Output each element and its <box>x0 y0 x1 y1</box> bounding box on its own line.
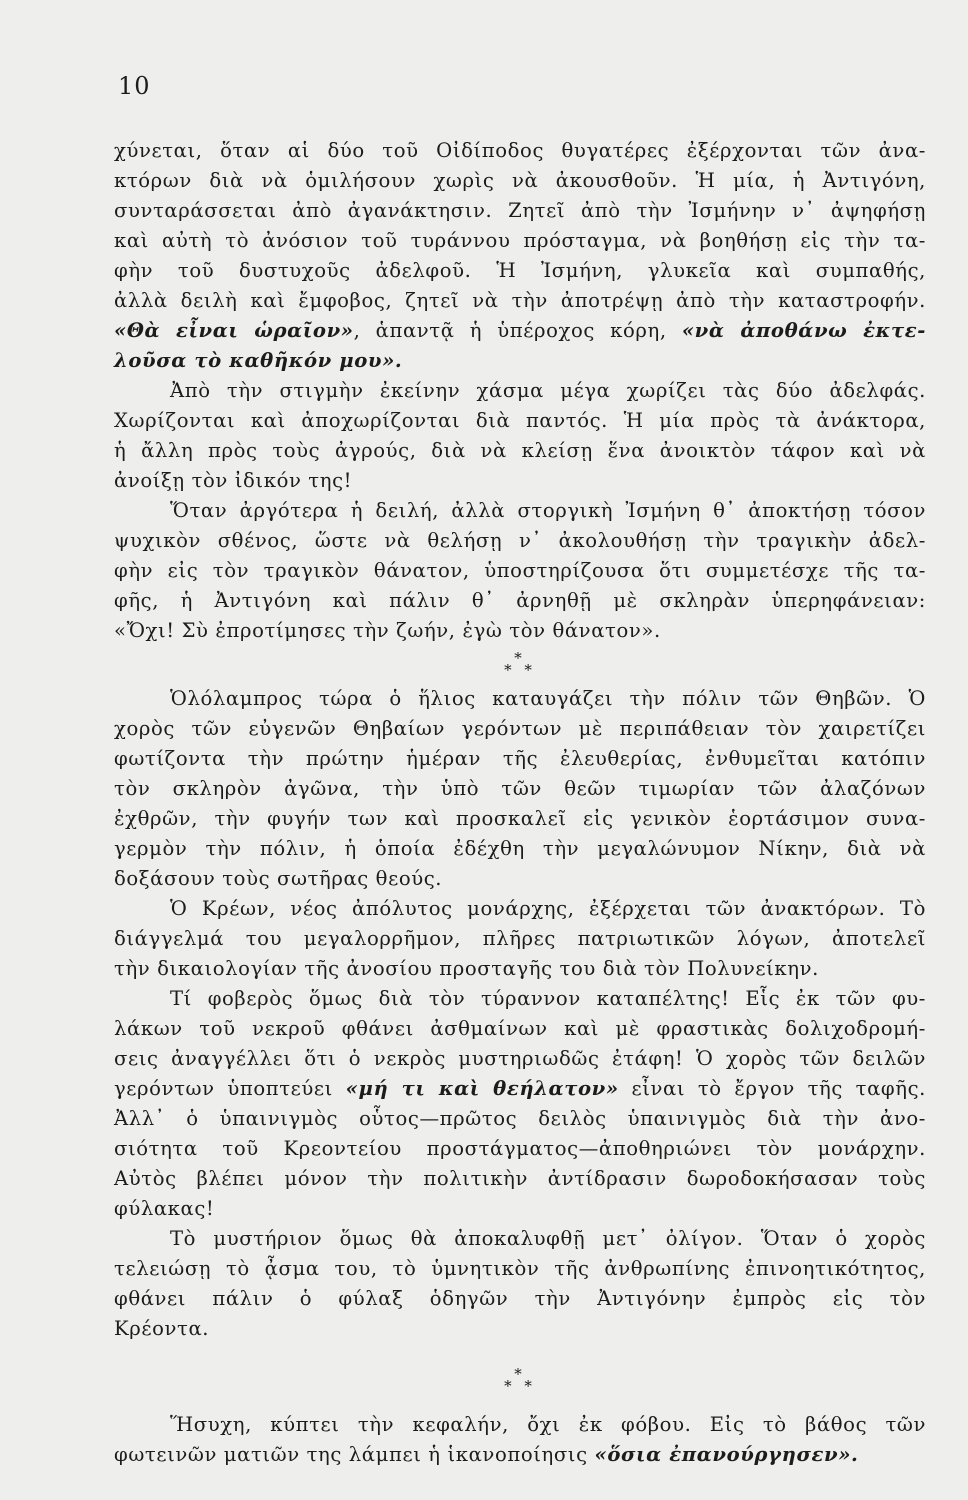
text-line: ἐχθρῶν, τὴν φυγήν των καὶ προσκαλεῖ εἰς γενικὸν ἑορτάσιμον συνα- <box>114 807 926 830</box>
text-line: τὴν δικαιολογίαν τῆς ἀνοσίου προσταγῆς του διὰ τὸν Πολυνείκην. <box>114 957 819 980</box>
text-line: καὶ αὐτὴ τὸ ἀνόσιον τοῦ τυράννου πρόσταγμα, νὰ βοηθήσῃ εἰς τὴν τα- <box>114 229 926 252</box>
text-line-emphasis <box>114 316 926 346</box>
emphasis-quote: «νὰ ἀποθάνω ἐκτε- <box>681 319 926 342</box>
text-line: κτόρων διὰ νὰ ὁμιλήσουν χωρὶς νὰ ἀκουσθοῦν. Ἡ μία, ἡ Ἀντιγόνη, <box>114 169 926 192</box>
text-line: λάκων τοῦ νεκροῦ φθάνει ἀσθμαίνων καὶ μὲ φραστικὰς δολιχοδρομή- <box>114 1017 926 1040</box>
text-line: φὴν τοῦ δυστυχοῦς ἀδελφοῦ. Ἡ Ἰσμήνη, γλυκεῖα καὶ συμπαθής, <box>114 259 926 282</box>
text-line: Ἥσυχη, κύπτει τὴν κεφαλήν, ὄχι ἐκ φόβου. Εἰς τὸ βάθος τῶν <box>170 1413 926 1436</box>
section-ornament <box>114 646 926 684</box>
text-line: χορὸς τῶν εὐγενῶν Θηβαίων γερόντων μὲ περιπάθειαν τὸν χαιρετίζει <box>114 717 926 740</box>
emphasis-quote: «Θὰ εἶναι ὡραῖον» <box>114 319 354 342</box>
text-line: «Ὄχι! Σὺ ἐπροτίμησες τὴν ζωήν, ἐγὼ τὸν θάνατον». <box>114 619 661 642</box>
text-line: λοῦσα τὸ καθῆκόν μου». <box>114 349 403 372</box>
text-line: Ἀπὸ τὴν στιγμὴν ἐκείνην χάσμα μέγα χωρίζει τὰς δύο ἀδελφάς. <box>170 379 926 402</box>
paragraph <box>114 684 926 894</box>
text-run: γερόντων ὑποπτεύει <box>114 1077 346 1100</box>
text-line: γερμὸν τὴν πόλιν, ἡ ὁποία ἐδέχθη τὴν μεγαλώνυμον Νίκην, διὰ νὰ <box>114 837 926 860</box>
emphasis-quote: «μή τι καὶ θεήλατον» <box>345 1077 619 1100</box>
text-line: Τί φοβερὸς ὅμως διὰ τὸν τύραννον καταπέλτης! Εἷς ἐκ τῶν φυ- <box>170 987 926 1010</box>
text-line: χύνεται, ὅταν αἱ δύο τοῦ Οἰδίποδος θυγατέρες ἐξέρχονται τῶν ἀνα- <box>114 139 926 162</box>
text-line: Τὸ μυστήριον ὅμως θὰ ἀποκαλυφθῇ μετ᾿ ὀλίγον. Ὅταν ὁ χορὸς <box>170 1227 926 1250</box>
text-line: διάγγελμά του μεγαλορρῆμον, πλῆρες πατριωτικῶν λόγων, ἀποτελεῖ <box>114 927 926 950</box>
text-line: τελειώσῃ τὸ ᾆσμα του, τὸ ὑμνητικὸν τῆς ἀνθρωπίνης ἐπινοητικότητος, <box>114 1257 926 1280</box>
text-line-with-emphasis <box>114 1440 926 1470</box>
emphasis-quote: «ὅσια ἐπανούργησεν». <box>594 1443 859 1466</box>
asterism: * * * <box>504 649 536 679</box>
text-line: φωτίζοντα τὴν πρώτην ἡμέραν τῆς ἐλευθερίας, ἐνθυμεῖται κατόπιν <box>114 747 926 770</box>
asterism: * * * <box>504 1365 536 1395</box>
text-line: Ὅταν ἀργότερα ἡ δειλή, ἀλλὰ στοργικὴ Ἰσμήνη θ᾿ ἀποκτήσῃ τόσον <box>170 499 926 522</box>
text-line: φῆς, ἡ Ἀντιγόνη καὶ πάλιν θ᾿ ἀρνηθῇ μὲ σκληρὰν ὑπερηφάνειαν: <box>114 589 926 612</box>
paragraph <box>114 894 926 984</box>
text-run: φωτεινῶν ματιῶν της λάμπει ἡ ἱκανοποίησις <box>114 1443 595 1466</box>
text-line: Ὁλόλαμπρος τώρα ὁ ἥλιος καταυγάζει τὴν πόλιν τῶν Θηβῶν. Ὁ <box>170 687 926 710</box>
paragraph <box>114 1410 926 1470</box>
text-line: φθάνει πάλιν ὁ φύλαξ ὁδηγῶν τὴν Ἀντιγόνην ἐμπρὸς εἰς τὸν <box>114 1287 926 1310</box>
paragraph <box>114 1224 926 1344</box>
text-line: ἀνοίξῃ τὸν ἰδικόν της! <box>114 469 353 492</box>
text-run: , ἁπαντᾷ ἡ ὑπέροχος κόρη, <box>353 319 682 342</box>
text-line: συνταράσσεται ἀπὸ ἀγανάκτησιν. Ζητεῖ ἀπὸ τὴν Ἰσμήνην ν᾿ ἀψηφήσῃ <box>114 199 926 222</box>
text-line: ἡ ἄλλη πρὸς τοὺς ἀγρούς, διὰ νὰ κλείσῃ ἕνα ἀνοικτὸν τάφον καὶ νὰ <box>114 439 926 462</box>
page-number: 10 <box>118 72 151 100</box>
text-line: σεις ἀναγγέλλει ὅτι ὁ νεκρὸς μυστηριωδῶς ἐτάφη! Ὁ χορὸς τῶν δειλῶν <box>114 1047 926 1070</box>
text-line: ἀλλὰ δειλὴ καὶ ἔμφοβος, ζητεῖ νὰ τὴν ἀποτρέψῃ ἀπὸ τὴν καταστροφήν. <box>114 289 926 312</box>
text-line: Χωρίζονται καὶ ἀποχωρίζονται διὰ παντός. Ἡ μία πρὸς τὰ ἀνάκτορα, <box>114 409 926 432</box>
text-line: Ὁ Κρέων, νέος ἀπόλυτος μονάρχης, ἐξέρχεται τῶν ἀνακτόρων. Τὸ <box>170 897 926 920</box>
text-line: Αὐτὸς βλέπει μόνον τὴν πολιτικὴν ἀντίδρασιν δωροδοκήσασαν τοὺς <box>114 1167 926 1190</box>
text-run: εἶναι τὸ ἔργον τῆς ταφῆς. <box>618 1077 926 1100</box>
text-line: σιότητα τοῦ Κρεοντείου προστάγματος—ἀποθηριώνει τὸν μονάρχην. <box>114 1137 926 1160</box>
text-line: Ἀλλ᾿ ὁ ὑπαινιγμὸς οὗτος—πρῶτος δειλὸς ὑπαινιγμὸς διὰ τὴν ἀνο- <box>114 1107 926 1130</box>
text-line: φὴν εἰς τὸν τραγικὸν θάνατον, ὑποστηρίζουσα ὅτι συμμετέσχε τῆς τα- <box>114 559 926 582</box>
emphasis-line <box>114 316 926 346</box>
text-line-with-emphasis <box>114 1074 926 1104</box>
section-ornament <box>114 1344 926 1410</box>
body-text <box>114 136 926 1470</box>
paragraph <box>114 376 926 496</box>
text-line: ψυχικὸν σθένος, ὥστε νὰ θελήσῃ ν᾿ ἀκολουθήσῃ τὴν τραγικὴν ἀδελ- <box>114 529 926 552</box>
text-line: δοξάσουν τοὺς σωτῆρας θεούς. <box>114 867 443 890</box>
paragraph <box>114 496 926 646</box>
paragraph <box>114 136 926 376</box>
text-line: τὸν σκληρὸν ἀγῶνα, τὴν ὑπὸ τῶν θεῶν τιμωρίαν τῶν ἀλαζόνων <box>114 777 926 800</box>
text-line: φύλακας! <box>114 1197 215 1220</box>
paragraph <box>114 984 926 1224</box>
text-line: Κρέοντα. <box>114 1317 210 1340</box>
